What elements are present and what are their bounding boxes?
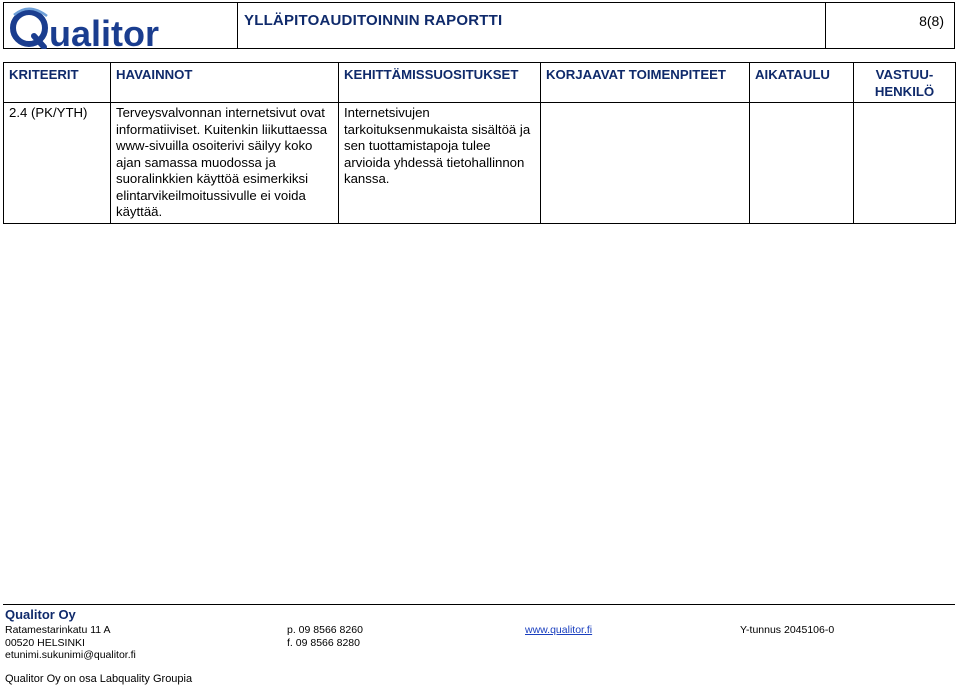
column-header-kehittamissuositukset: KEHITTÄMISSUOSITUKSET bbox=[339, 63, 541, 103]
cell-kriteerit: 2.4 (PK/YTH) bbox=[4, 103, 111, 224]
footer-website-link[interactable]: www.qualitor.fi bbox=[525, 624, 593, 636]
cell-havainnot: Terveysvalvonnan internetsivut ovat informatiiviset. Kuitenkin liikuttaessa www-sivuilla osoiterivi säilyy koko ajan samassa muodossa ja suoralinkkien käyttöä esimerkiksi elintarvikeilmoitussivulle ei voida käyttää. bbox=[111, 103, 339, 224]
footer-company-name: Qualitor Oy bbox=[5, 607, 76, 622]
cell-aikataulu bbox=[750, 103, 854, 224]
header-divider bbox=[825, 3, 826, 48]
column-header-korjaavat-toimenpiteet: KORJAAVAT TOIMENPITEET bbox=[541, 63, 750, 103]
table-row bbox=[4, 103, 956, 224]
column-header-kriteerit: KRITEERIT bbox=[4, 63, 111, 103]
cell-vastuuhenkilo bbox=[854, 103, 956, 224]
footer-postal: 00520 HELSINKI bbox=[5, 637, 85, 649]
findings-table bbox=[3, 62, 956, 224]
cell-korjaavat-toimenpiteet bbox=[541, 103, 750, 224]
footer-email: etunimi.sukunimi@qualitor.fi bbox=[5, 649, 136, 661]
footer-phone: p. 09 8566 8260 bbox=[287, 624, 363, 636]
page-number: 8(8) bbox=[919, 13, 944, 29]
footer-group-note: Qualitor Oy on osa Labquality Groupia bbox=[5, 673, 193, 685]
footer-business-id: Y-tunnus 2045106-0 bbox=[740, 624, 835, 636]
footer-fax: f. 09 8566 8280 bbox=[287, 637, 360, 649]
cell-kehittamissuositukset: Internetsivujen tarkoituksenmukaista sisältöä ja sen tuottamistapoja tulee arvioida yhdessä tietohallinnon kanssa. bbox=[339, 103, 541, 224]
footer-divider bbox=[3, 604, 955, 605]
table-header-row bbox=[4, 63, 956, 103]
report-title: YLLÄPITOAUDITOINNIN RAPORTTI bbox=[244, 12, 503, 29]
qualitor-logo bbox=[10, 6, 235, 49]
header-divider bbox=[237, 3, 238, 48]
column-header-havainnot: HAVAINNOT bbox=[111, 63, 339, 103]
report-header bbox=[3, 2, 955, 49]
column-header-aikataulu: AIKATAULU bbox=[750, 63, 854, 103]
footer-street: Ratamestarinkatu 11 A bbox=[5, 624, 111, 636]
column-header-vastuuhenkilo: VASTUU-HENKILÖ bbox=[854, 63, 956, 103]
svg-text:ualitor: ualitor bbox=[49, 13, 160, 49]
